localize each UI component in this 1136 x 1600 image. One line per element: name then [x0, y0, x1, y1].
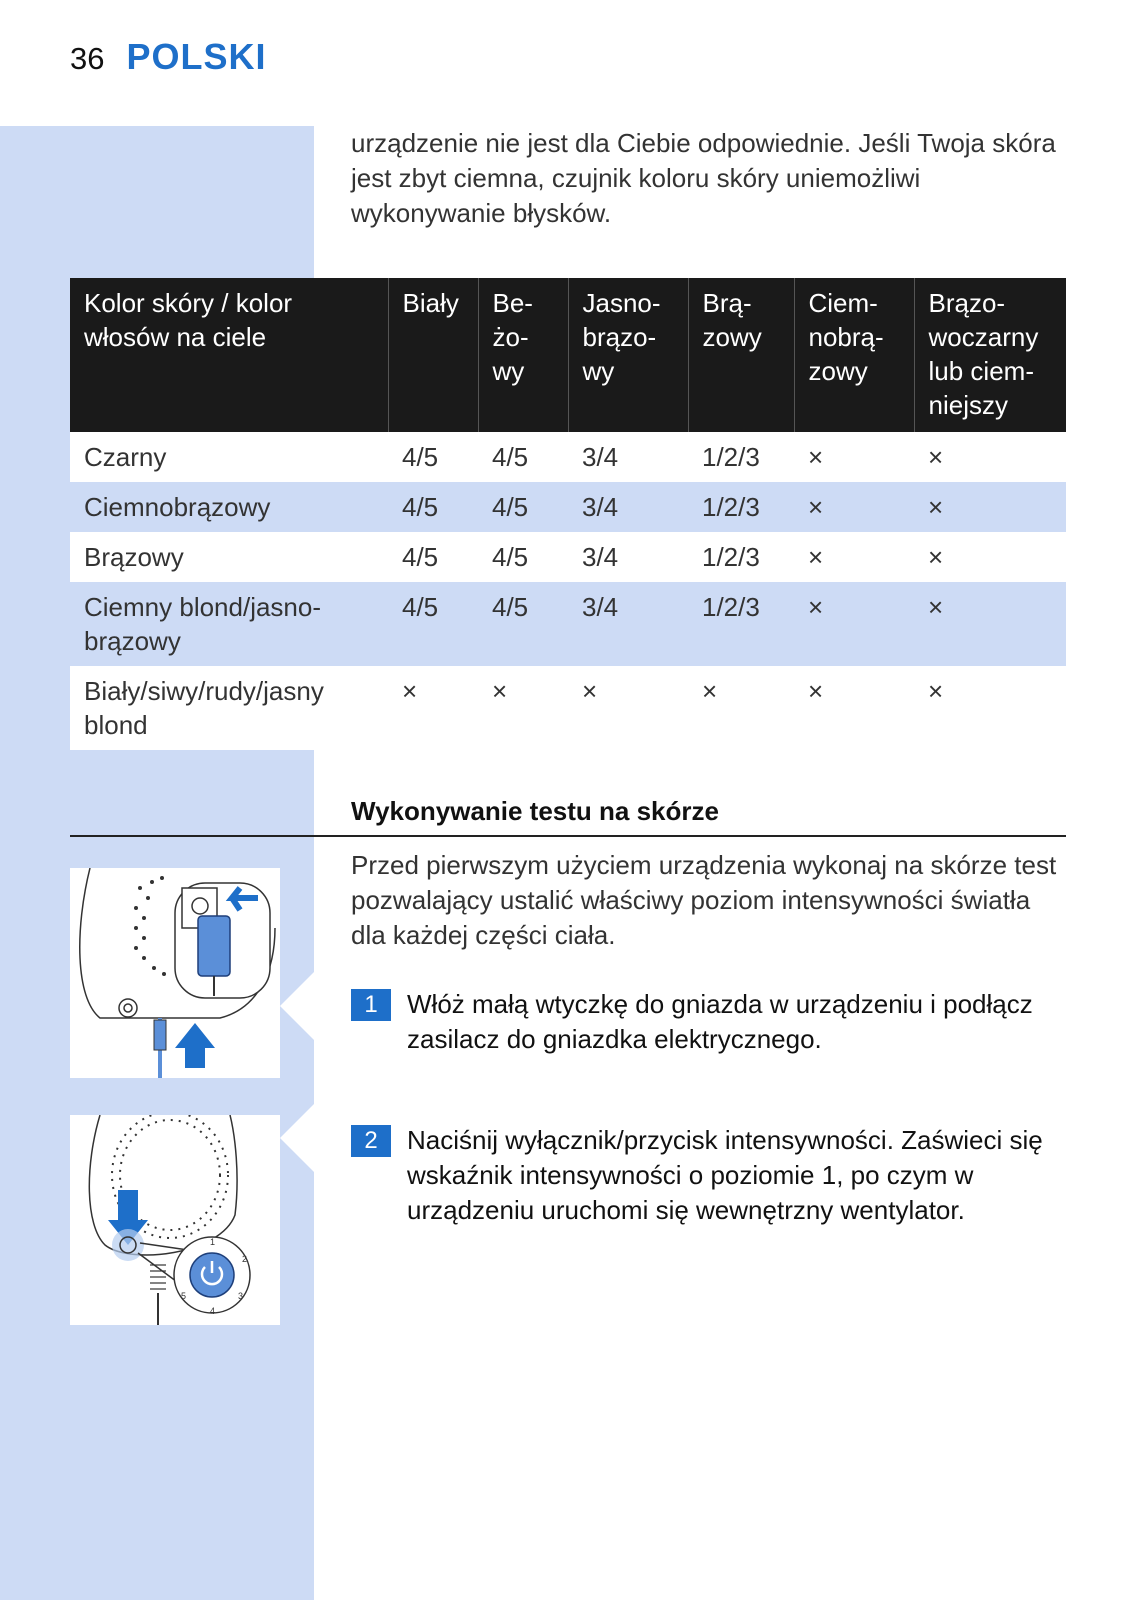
- table-cell: Ciemnobrązowy: [70, 482, 388, 532]
- table-cell: ×: [914, 482, 1066, 532]
- step-text: Naciśnij wyłącznik/przycisk intensywności. Zaświeci się wskaźnik intensywności o poziomie 1, po czym w urządzeniu uruchomi się wewnętrzny wentylator.: [407, 1125, 1043, 1225]
- table-cell: 1/2/3: [688, 482, 794, 532]
- table-row: [70, 532, 1066, 582]
- table-cell: 3/4: [568, 532, 688, 582]
- table-cell: ×: [794, 432, 914, 482]
- section-title: Wykonywanie testu na skórze: [351, 796, 719, 826]
- table-cell: 4/5: [478, 582, 568, 666]
- table-cell: ×: [568, 666, 688, 750]
- page-number: 36: [70, 41, 105, 76]
- dial-label: 5: [181, 1291, 187, 1301]
- table-cell: Biały/siwy/rudy/jasny blond: [70, 666, 388, 750]
- table-header-cell: Ciem- nobrą- zowy: [794, 278, 914, 432]
- table-cell: Brązowy: [70, 532, 388, 582]
- table-cell: ×: [794, 482, 914, 532]
- table-cell: 3/4: [568, 482, 688, 532]
- table-row: [70, 666, 1066, 750]
- table-header-cell: Kolor skóry / kolor włosów na ciele: [70, 278, 388, 432]
- table-cell: ×: [388, 666, 478, 750]
- step-text: Włóż małą wtyczkę do gniazda w urządzeniu i podłącz zasilacz do gniazdka elektrycznego.: [407, 989, 1033, 1054]
- dial-label: 3: [238, 1291, 244, 1301]
- illustration-pointer: [280, 972, 314, 1040]
- table-cell: ×: [794, 532, 914, 582]
- step-1: [351, 987, 1071, 1057]
- power-button-illustration: [70, 1115, 280, 1325]
- table-cell: ×: [794, 582, 914, 666]
- intro-paragraph: urządzenie nie jest dla Ciebie odpowiednie. Jeśli Twoja skóra jest zbyt ciemna, czujnik koloru skóry uniemożliwi wykonywanie błysków.: [351, 128, 1056, 228]
- illustration-pointer: [280, 1104, 314, 1172]
- table-cell: ×: [478, 666, 568, 750]
- table-cell: ×: [914, 432, 1066, 482]
- section-intro: Przed pierwszym użyciem urządzenia wykonaj na skórze test pozwalający ustalić właściwy poziom intensywności światła dla każdej części ciała.: [351, 850, 1057, 950]
- dial-label: 2: [242, 1254, 248, 1264]
- table-header-cell: Be- żo- wy: [478, 278, 568, 432]
- table-cell: ×: [794, 666, 914, 750]
- table-cell: ×: [914, 582, 1066, 666]
- table-row: [70, 432, 1066, 482]
- table-row: [70, 582, 1066, 666]
- section-divider: [70, 835, 1066, 837]
- table-cell: 1/2/3: [688, 432, 794, 482]
- table-header-row: [70, 278, 1066, 432]
- table-cell: 4/5: [388, 482, 478, 532]
- table-cell: 1/2/3: [688, 532, 794, 582]
- table-cell: 4/5: [388, 432, 478, 482]
- page-header: [70, 36, 267, 76]
- table-header-cell: Biały: [388, 278, 478, 432]
- table-cell: Czarny: [70, 432, 388, 482]
- table-cell: 4/5: [388, 532, 478, 582]
- table-cell: 4/5: [478, 432, 568, 482]
- step-2: [351, 1123, 1071, 1228]
- arrow-up-icon: [175, 1023, 215, 1068]
- table-header-cell: Jasno- brązo- wy: [568, 278, 688, 432]
- table-header-cell: Brązo- woczarny lub ciem- niejszy: [914, 278, 1066, 432]
- table-cell: ×: [914, 666, 1066, 750]
- table-cell: 4/5: [478, 532, 568, 582]
- language-title: POLSKI: [126, 36, 267, 77]
- skin-color-table: [70, 278, 1066, 750]
- table-cell: 4/5: [478, 482, 568, 532]
- table-cell: ×: [914, 532, 1066, 582]
- power-icon: [190, 1253, 234, 1297]
- table-header-cell: Brą- zowy: [688, 278, 794, 432]
- table-cell: 4/5: [388, 582, 478, 666]
- table-cell: ×: [688, 666, 794, 750]
- table-cell: 1/2/3: [688, 582, 794, 666]
- dial-label: 4: [210, 1306, 216, 1316]
- table-cell: 3/4: [568, 582, 688, 666]
- dial-label: 1: [210, 1237, 216, 1247]
- plug-illustration: [70, 868, 280, 1078]
- table-cell: 3/4: [568, 432, 688, 482]
- step-number: 1: [351, 989, 391, 1021]
- table-cell: Ciemny blond/jasno- brązowy: [70, 582, 388, 666]
- table-row: [70, 482, 1066, 532]
- step-number: 2: [351, 1125, 391, 1157]
